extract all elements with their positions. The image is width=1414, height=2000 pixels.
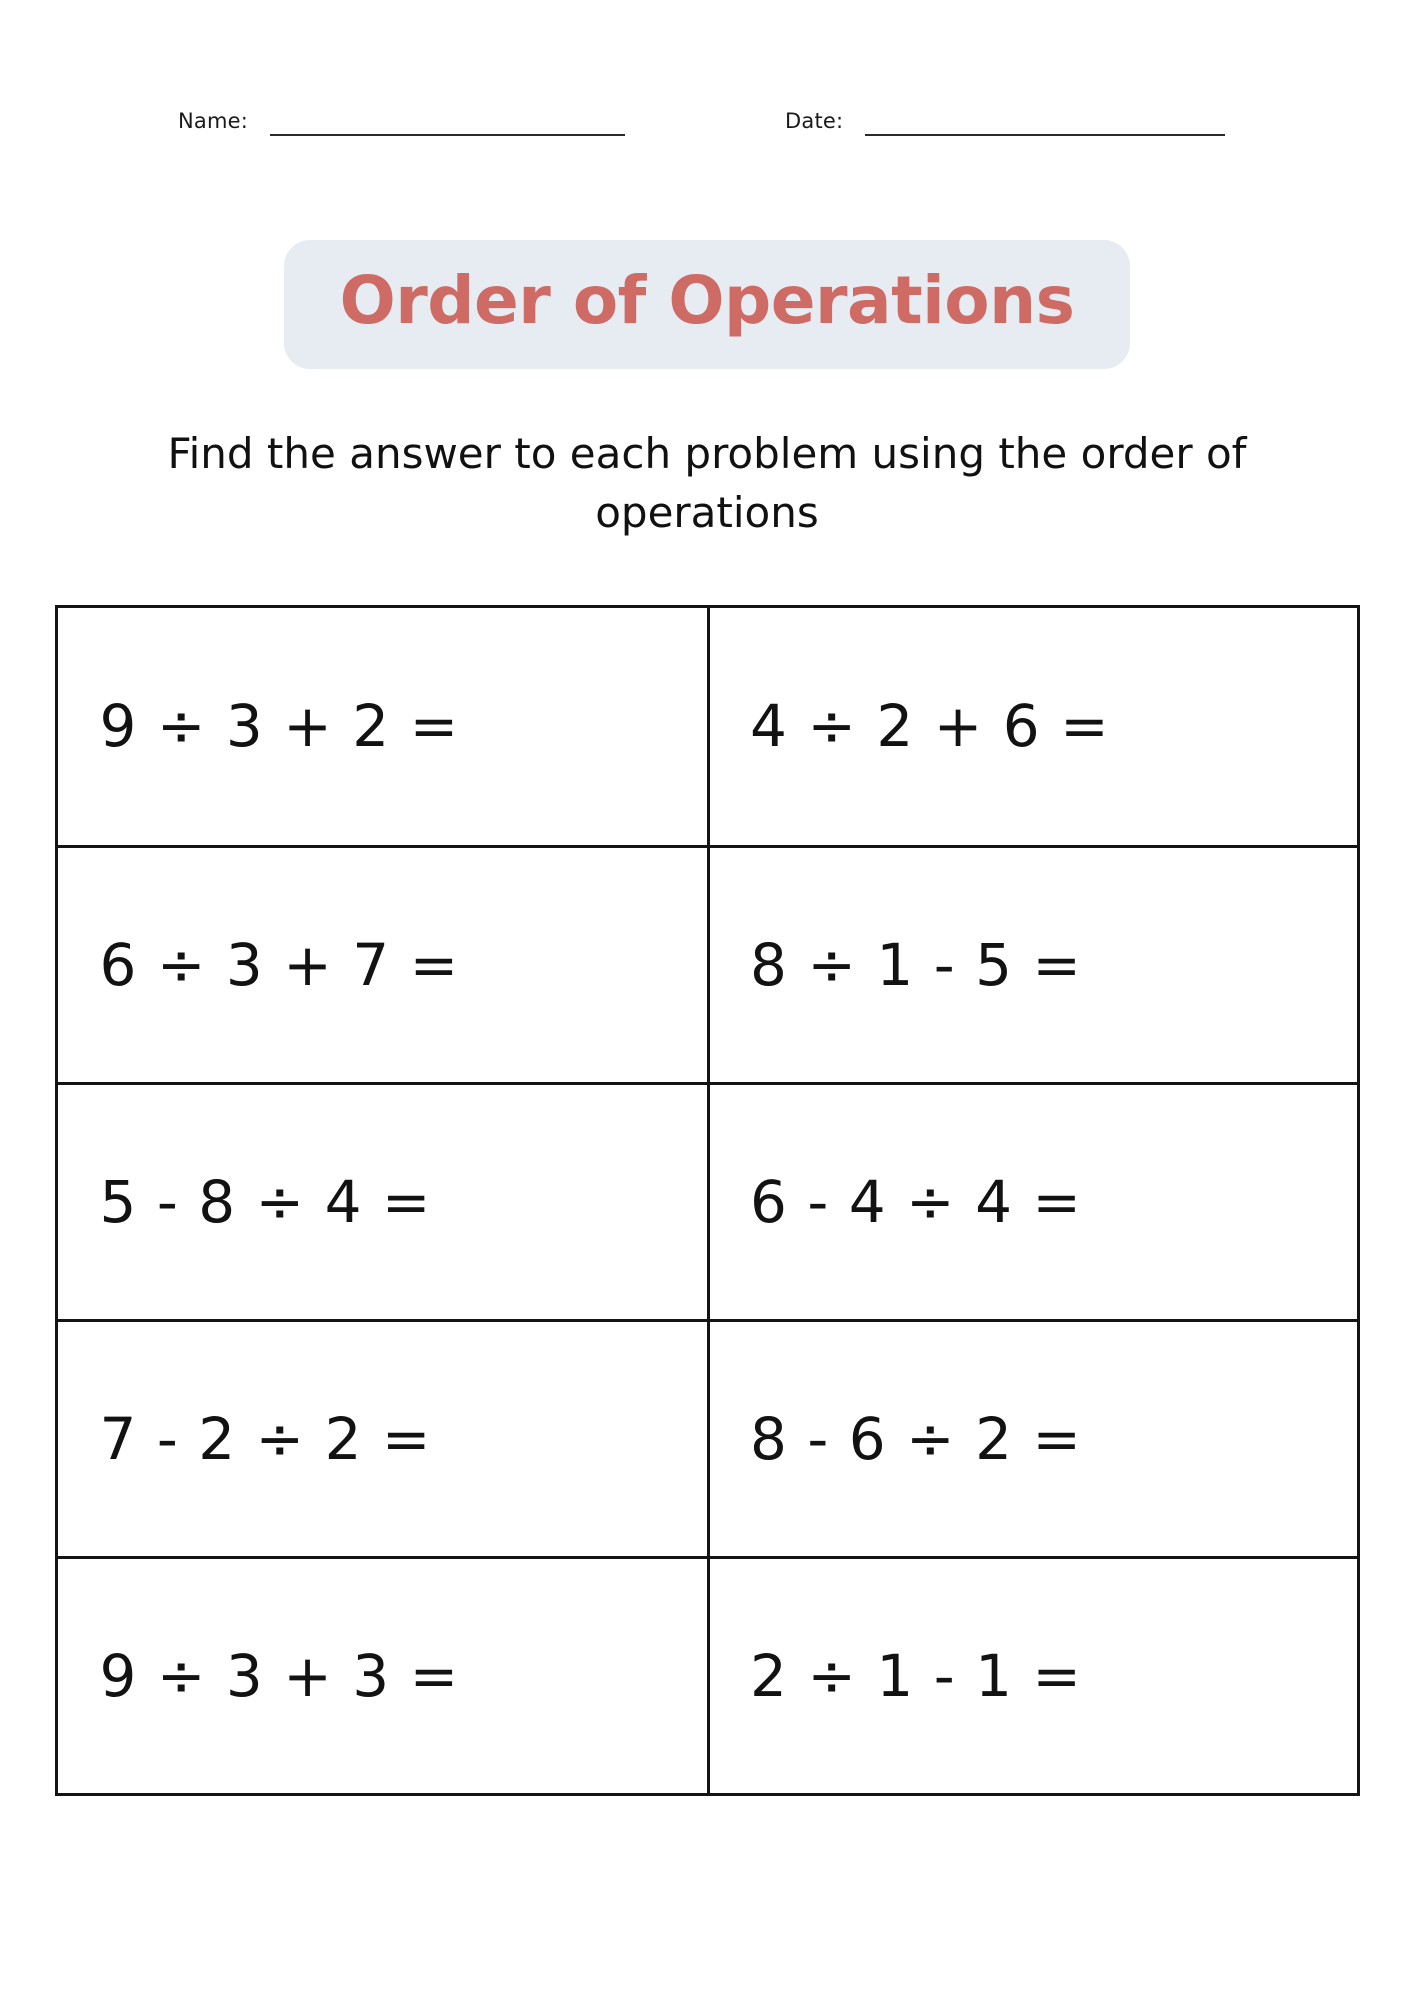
instructions-text: Find the answer to each problem using the order of operations — [167, 429, 1247, 538]
problem-expression: 6 - 4 ÷ 4 = — [750, 1167, 1083, 1236]
problem-expression: 7 - 2 ÷ 2 = — [99, 1404, 432, 1473]
problem-cell[interactable] — [707, 1082, 1357, 1319]
problem-expression: 9 ÷ 3 + 2 = — [99, 692, 460, 761]
table-row — [58, 1556, 1357, 1793]
student-info-row — [0, 0, 1414, 136]
problem-cell[interactable] — [707, 608, 1357, 845]
problem-expression: 5 - 8 ÷ 4 = — [99, 1167, 432, 1236]
title-container — [0, 240, 1414, 369]
problem-cell[interactable] — [58, 1082, 708, 1319]
problem-cell[interactable] — [58, 608, 708, 845]
table-row — [58, 1319, 1357, 1556]
table-row — [58, 608, 1357, 845]
date-input-line[interactable] — [865, 108, 1225, 136]
problem-cell[interactable] — [58, 1319, 708, 1556]
problem-expression: 2 ÷ 1 - 1 = — [750, 1641, 1083, 1710]
problem-expression: 8 ÷ 1 - 5 = — [750, 930, 1083, 999]
table-row — [58, 845, 1357, 1082]
problem-expression: 6 ÷ 3 + 7 = — [99, 930, 460, 999]
name-input-line[interactable] — [270, 108, 625, 136]
problem-cell[interactable] — [58, 845, 708, 1082]
name-field-group — [178, 108, 625, 136]
date-label: Date: — [785, 109, 844, 133]
problem-cell[interactable] — [707, 1556, 1357, 1793]
problem-expression: 4 ÷ 2 + 6 = — [750, 692, 1110, 761]
problem-expression: 8 - 6 ÷ 2 = — [750, 1404, 1083, 1473]
page-title: Order of Operations — [339, 262, 1075, 339]
title-badge — [284, 240, 1131, 369]
problems-grid — [55, 605, 1360, 1796]
problem-expression: 9 ÷ 3 + 3 = — [99, 1641, 460, 1710]
problem-cell[interactable] — [58, 1556, 708, 1793]
table-row — [58, 1082, 1357, 1319]
problem-cell[interactable] — [707, 1319, 1357, 1556]
name-label: Name: — [178, 109, 249, 133]
date-field-group — [785, 108, 1225, 136]
problem-cell[interactable] — [707, 845, 1357, 1082]
